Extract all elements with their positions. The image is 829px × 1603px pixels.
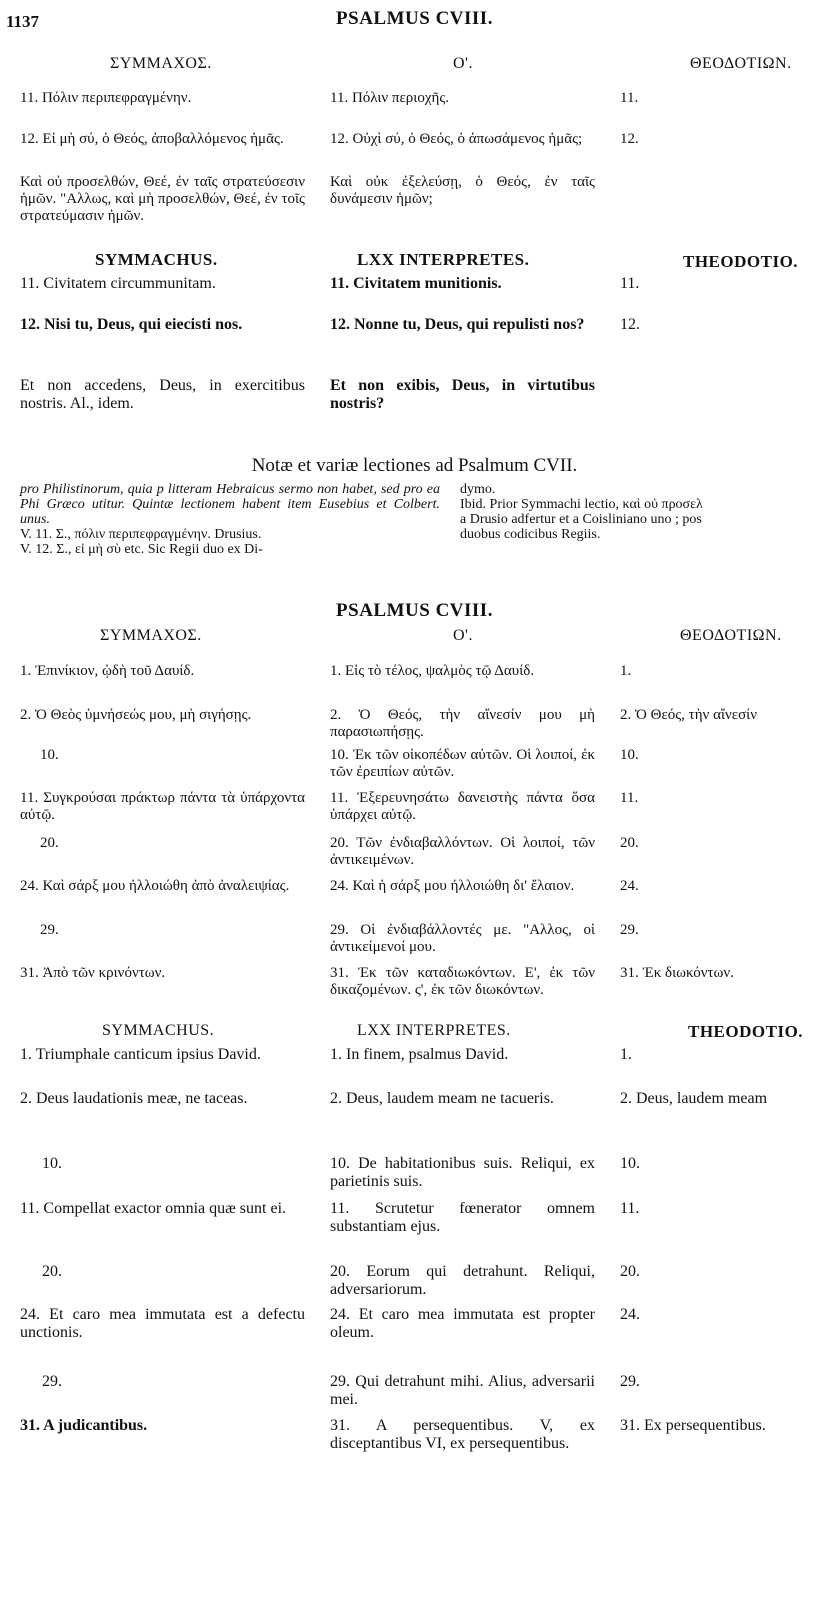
gr-cell: 11. <box>620 790 639 806</box>
col-head-theodotion-la: THEODOTIO. <box>688 1022 804 1041</box>
gr-cell: 31. Ἐκ διωκόντων. <box>620 965 734 981</box>
gr-cell: 10. <box>620 747 639 763</box>
la-cell: 29. <box>620 1373 640 1390</box>
la-cell: 12. Nonne tu, Deus, qui repulisti nos? <box>330 316 585 333</box>
la-cell: 11. Civitatem circummunitam. <box>20 275 216 292</box>
note-right: duobus codicibus Regiis. <box>460 527 601 542</box>
la-cell: Et non exibis, Deus, in virtutibus nostris? <box>330 377 595 412</box>
gr-cell: 24. <box>620 878 639 894</box>
gr-cell: 1. Εἰς τὸ τέλος, ψαλμὸς τῷ Δαυίδ. <box>330 663 535 679</box>
gr-cell: 31. Ἀπὸ τῶν κρινόντων. <box>20 965 166 981</box>
col-head-lxx-la: LXX INTERPRETES. <box>357 1022 511 1039</box>
gr-cell: 11. <box>620 90 639 106</box>
gr-cell: 20. <box>40 835 59 851</box>
la-cell: 10. <box>620 1155 640 1172</box>
la-cell: 1. Triumphale canticum ipsius David. <box>20 1046 261 1063</box>
la-cell: 31. A judicantibus. <box>20 1417 148 1434</box>
notes-title: Notæ et variæ lectiones ad Psalmum CVII. <box>251 455 578 476</box>
note-left: V. 12. Σ., εἰ μὴ σὺ etc. Sic Regii duo ex Di- <box>20 542 263 557</box>
la-cell: 24. <box>620 1306 640 1323</box>
col-head-lxx-gr: O'. <box>453 55 473 72</box>
note-right: dymo. <box>460 482 496 497</box>
la-cell: 11. <box>620 1200 640 1217</box>
col-head-symmachus-gr: ΣΥΜΜΑΧΟΣ. <box>110 55 212 72</box>
la-cell: 2. Deus, laudem meam <box>620 1090 768 1107</box>
gr-cell: 31. Ἐκ τῶν καταδιωκόντων. Ε', ἐκ τῶν δικαζομένων. ς', ἐκ τῶν διωκόντων. <box>330 965 595 998</box>
la-cell: 20. <box>620 1263 640 1280</box>
col-head-theodotion-gr: ΘΕΟΔΟΤΙΩΝ. <box>690 55 792 72</box>
gr-cell: 2. Ὁ Θεός, τὴν αἴνεσίν μου μὴ παρασιωπήσῃς. <box>330 707 595 740</box>
gr-cell: 11. Πόλιν περιπεφραγμένην. <box>20 90 192 106</box>
gr-cell: 12. Εἰ μὴ σύ, ὁ Θεός, ἀποβαλλόμενος ἡμᾶς. <box>20 131 284 147</box>
col-head-symmachus-la: SYMMACHUS. <box>102 1022 215 1039</box>
la-cell: Et non accedens, Deus, in exercitibus nostris. Al., idem. <box>20 377 305 412</box>
la-cell: 24. Et caro mea immutata est propter oleum. <box>330 1306 595 1341</box>
gr-cell: 29. Οἱ ἐνδιαβάλλοντές με. "Αλλος, οἱ ἀντικείμενοί μου. <box>330 922 595 955</box>
la-cell: 20. <box>42 1263 62 1280</box>
la-cell: 29. <box>42 1373 62 1390</box>
col-head-lxx-gr: O'. <box>453 627 473 644</box>
running-head: PSALMUS CVIII. <box>336 8 493 29</box>
la-cell: 10. <box>42 1155 62 1172</box>
page-number: 1137 <box>6 12 40 31</box>
col-head-symmachus-la: SYMMACHUS. <box>95 250 218 269</box>
la-cell: 2. Deus laudationis meæ, ne taceas. <box>20 1090 248 1107</box>
la-cell: 12. Nisi tu, Deus, qui eiecisti nos. <box>20 316 243 333</box>
gr-cell: Καὶ οὐκ ἐξελεύσῃ, ὁ Θεός, ἐν ταῖς δυνάμεσιν ἡμῶν; <box>330 174 595 207</box>
gr-cell: 29. <box>40 922 59 938</box>
la-cell: 11. Scrutetur fœnerator omnem substantiam ejus. <box>330 1200 595 1235</box>
section-title: PSALMUS CVIII. <box>336 600 493 621</box>
la-cell: 11. <box>620 275 640 292</box>
la-cell: 31. Ex persequentibus. <box>620 1417 766 1434</box>
gr-cell: 20. <box>620 835 639 851</box>
note-right: a Drusio adfertur et a Coisliniano uno ; pos <box>460 512 702 527</box>
gr-cell: 12. Οὐχὶ σύ, ὁ Θεός, ὁ ἀπωσάμενος ἡμᾶς; <box>330 131 583 147</box>
gr-cell: 11. Ἐξερευνησάτω δανειστὴς πάντα ὅσα ὑπάρχει αὐτῷ. <box>330 790 595 823</box>
note-left: V. 11. Σ., πόλιν περιπεφραγμένην. Drusius. <box>20 527 262 542</box>
gr-cell: 20. Τῶν ἐνδιαβαλλόντων. Οἱ λοιποί, τῶν ἀντικειμένων. <box>330 835 595 868</box>
gr-cell: Καὶ οὐ προσελθών, Θεέ, ἐν ταῖς στρατεύσεσιν ἡμῶν. "Αλλως, καὶ μὴ προσελθών, Θεέ, ἐν τοῖς στρατεύμασιν ἡμῶν. <box>20 174 305 224</box>
gr-cell: 2. Ὁ Θεὸς ὑμνήσεώς μου, μὴ σιγήσῃς. <box>20 707 252 723</box>
note-left <box>20 482 440 527</box>
note-right: Ibid. Prior Symmachi lectio, καὶ οὐ προσελ <box>460 497 703 512</box>
note-left-para: pro Philistinorum, quia p litteram Hebraicus sermo non habet, sed pro ea Phi Græco utitur. Quintæ lectionem habent item Eusebius et Colbert. unus. <box>20 482 440 527</box>
gr-cell: 24. Καὶ σάρξ μου ἠλλοιώθη ἀπὸ ἀναλειψίας. <box>20 878 290 894</box>
col-head-theodotion-gr: ΘΕΟΔΟΤΙΩΝ. <box>680 627 782 644</box>
gr-cell: 12. <box>620 131 639 147</box>
gr-cell: 10. <box>40 747 59 763</box>
col-head-lxx-la: LXX INTERPRETES. <box>357 250 530 269</box>
la-cell: 11. Civitatem munitionis. <box>330 275 502 292</box>
gr-cell: 1. <box>620 663 632 679</box>
la-cell: 24. Et caro mea immutata est a defectu unctionis. <box>20 1306 305 1341</box>
la-cell: 31. A persequentibus. V, ex disceptantibus VI, ex persequentibus. <box>330 1417 595 1452</box>
gr-cell: 24. Καὶ ἡ σάρξ μου ἠλλοιώθη δι' ἔλαιον. <box>330 878 575 894</box>
gr-cell: 11. Συγκρούσαι πράκτωρ πάντα τὰ ὑπάρχοντα αὐτῷ. <box>20 790 305 823</box>
la-cell: 2. Deus, laudem meam ne tacueris. <box>330 1090 554 1107</box>
col-head-symmachus-gr: ΣΥΜΜΑΧΟΣ. <box>100 627 202 644</box>
la-cell: 11. Compellat exactor omnia quæ sunt ei. <box>20 1200 287 1217</box>
la-cell: 12. <box>620 316 640 333</box>
gr-cell: 10. Ἐκ τῶν οἰκοπέδων αὐτῶν. Οἱ λοιποί, ἐκ τῶν ἐρειπίων αὐτῶν. <box>330 747 595 780</box>
gr-cell: 2. Ὁ Θεός, τὴν αἴνεσίν <box>620 707 757 723</box>
la-cell: 1. <box>620 1046 632 1063</box>
la-cell: 20. Eorum qui detrahunt. Reliqui, adversariorum. <box>330 1263 595 1298</box>
la-cell: 29. Qui detrahunt mihi. Alius, adversarii mei. <box>330 1373 595 1408</box>
la-cell: 10. De habitationibus suis. Reliqui, ex parietinis suis. <box>330 1155 595 1190</box>
gr-cell: 1. Ἐπινίκιον, ᾠδὴ τοῦ Δαυίδ. <box>20 663 195 679</box>
gr-cell: 11. Πόλιν περιοχῆς. <box>330 90 450 106</box>
col-head-theodotion-la: THEODOTIO. <box>683 252 799 271</box>
gr-cell: 29. <box>620 922 639 938</box>
la-cell: 1. In finem, psalmus David. <box>330 1046 509 1063</box>
